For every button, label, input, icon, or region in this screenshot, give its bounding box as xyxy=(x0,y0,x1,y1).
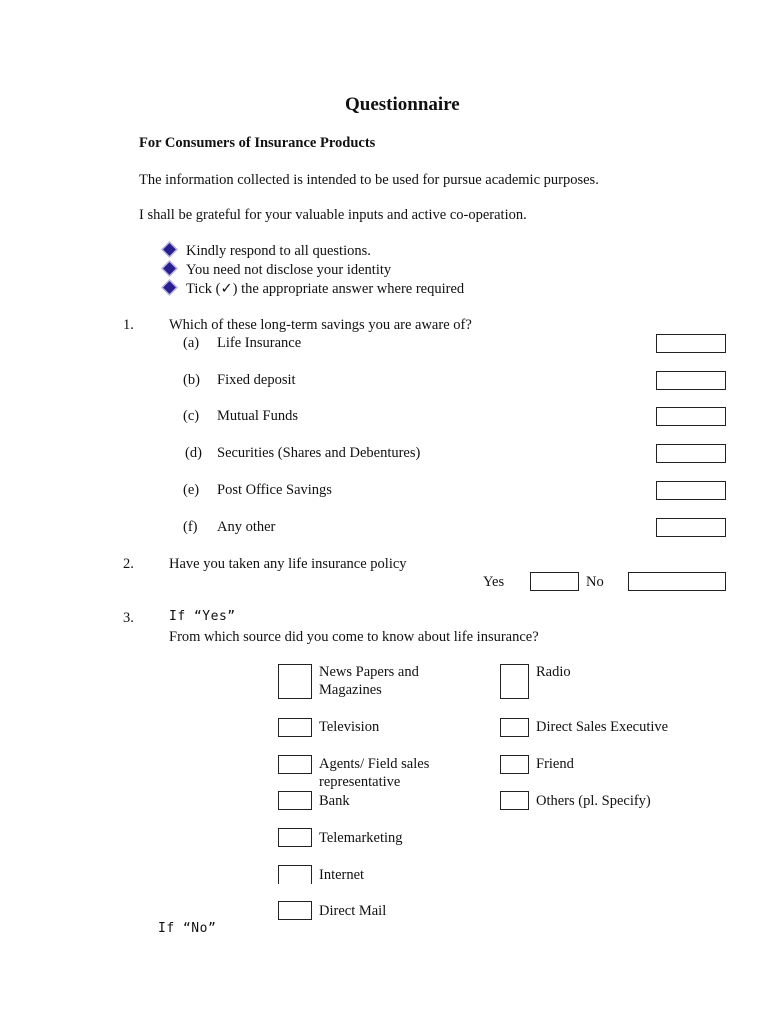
q3-source-checkbox[interactable] xyxy=(278,718,312,737)
q3-source-checkbox[interactable] xyxy=(278,828,312,847)
diamond-bullet-icon xyxy=(163,243,176,256)
q1-option-checkbox[interactable] xyxy=(656,518,726,537)
q1-option-letter: (b) xyxy=(183,372,200,388)
q1-option-checkbox[interactable] xyxy=(656,334,726,353)
q1-option-letter: (e) xyxy=(183,482,200,498)
q3-source-label: Friend xyxy=(536,756,574,772)
q1-option-checkbox[interactable] xyxy=(656,407,726,426)
intro-purpose: The information collected is intended to be used for pursue academic purposes. xyxy=(139,172,599,188)
q3-source-checkbox[interactable] xyxy=(500,718,529,737)
q1-option-label: Any other xyxy=(217,519,276,535)
instruction-item: You need not disclose your identity xyxy=(186,262,392,278)
q3-condition: If “Yes” xyxy=(169,609,236,624)
q3-source-label: News Papers and Magazines xyxy=(319,664,419,698)
q2-number: 2. xyxy=(123,556,134,572)
q3-source-checkbox[interactable] xyxy=(278,755,312,774)
q3-source-checkbox[interactable] xyxy=(278,901,312,920)
q1-number: 1. xyxy=(123,317,134,333)
q3-source-checkbox[interactable] xyxy=(500,791,529,810)
q3-number: 3. xyxy=(123,610,134,626)
subtitle: For Consumers of Insurance Products xyxy=(139,135,376,151)
q2-yes-label: Yes xyxy=(483,574,505,590)
q1-option-label: Fixed deposit xyxy=(217,372,296,388)
page-title: Questionnaire xyxy=(345,94,460,115)
diamond-bullet-icon xyxy=(163,281,176,294)
q1-option-label: Securities (Shares and Debentures) xyxy=(217,445,421,461)
instruction-item: Tick (✓) the appropriate answer where required xyxy=(186,281,465,297)
intro-gratitude: I shall be grateful for your valuable inputs and active co-operation. xyxy=(139,207,527,223)
q1-question: Which of these long-term savings you are aware of? xyxy=(169,317,472,333)
q1-option-checkbox[interactable] xyxy=(656,481,726,500)
q1-option-checkbox[interactable] xyxy=(656,371,726,390)
q3-source-label: Internet xyxy=(319,867,365,883)
q3-source-checkbox[interactable] xyxy=(278,791,312,810)
q3-source-label: Direct Sales Executive xyxy=(536,719,669,735)
q3-question: From which source did you come to know about life insurance? xyxy=(169,629,539,645)
q1-option-letter: (c) xyxy=(183,408,200,424)
q3-source-label: Others (pl. Specify) xyxy=(536,793,651,809)
diamond-bullet-icon xyxy=(163,262,176,275)
q2-question: Have you taken any life insurance policy xyxy=(169,556,407,572)
q1-option-label: Mutual Funds xyxy=(217,408,298,424)
q3-source-label: Bank xyxy=(319,793,350,809)
if-no-condition: If “No” xyxy=(158,921,217,936)
q2-no-checkbox[interactable] xyxy=(628,572,726,591)
q1-option-label: Life Insurance xyxy=(217,335,302,351)
q1-option-checkbox[interactable] xyxy=(656,444,726,463)
q2-yes-checkbox[interactable] xyxy=(530,572,579,591)
q3-source-checkbox[interactable] xyxy=(500,664,529,699)
q3-source-label: Direct Mail xyxy=(319,903,387,919)
q3-source-checkbox[interactable] xyxy=(278,664,312,699)
q3-source-label: Radio xyxy=(536,664,571,680)
q2-no-label: No xyxy=(586,574,604,590)
q1-option-letter: (d) xyxy=(185,445,202,461)
q3-source-label: Agents/ Field sales representative xyxy=(319,756,430,790)
q3-source-label: Television xyxy=(319,719,380,735)
q3-source-label: Telemarketing xyxy=(319,830,403,846)
q1-option-letter: (f) xyxy=(183,519,198,535)
q1-option-label: Post Office Savings xyxy=(217,482,332,498)
q3-source-checkbox[interactable] xyxy=(278,865,312,884)
q3-source-checkbox[interactable] xyxy=(500,755,529,774)
instruction-item: Kindly respond to all questions. xyxy=(186,243,371,259)
q1-option-letter: (a) xyxy=(183,335,200,351)
